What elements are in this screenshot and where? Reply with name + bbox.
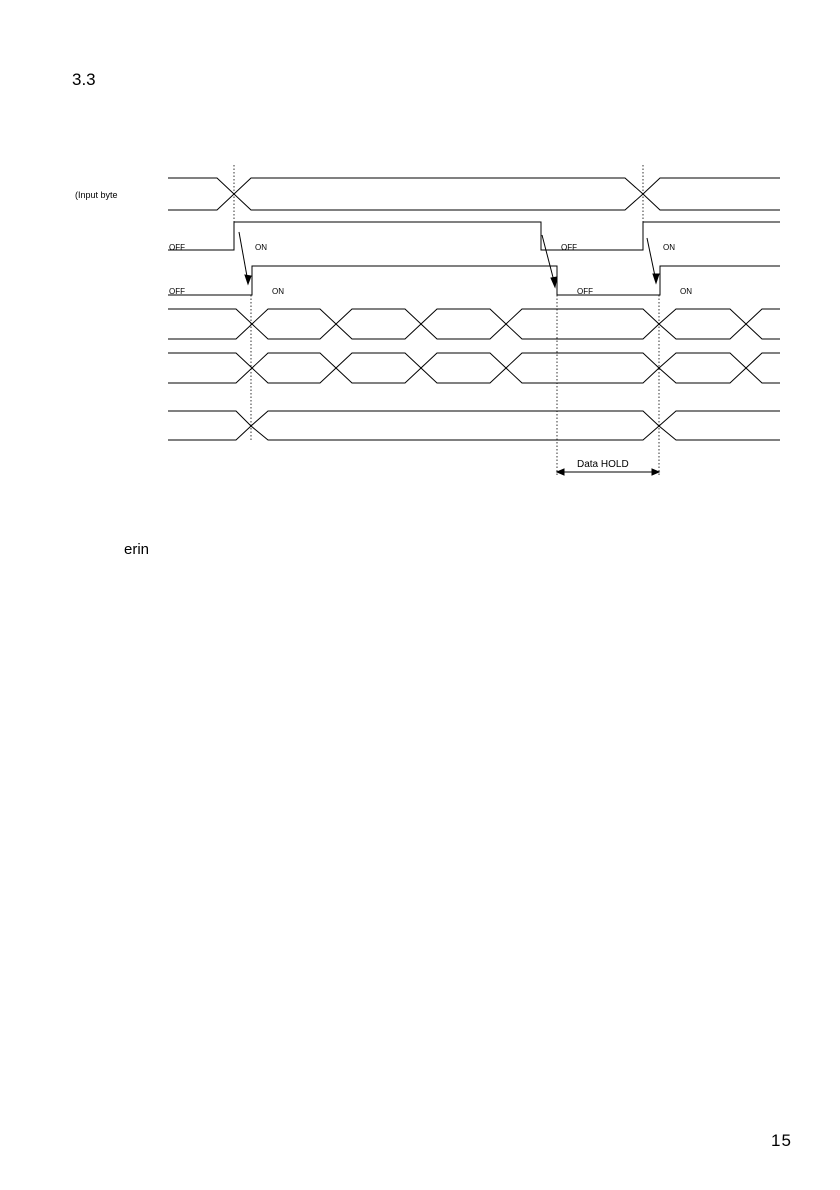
input-byte-bus xyxy=(168,178,780,210)
body-text-fragment: erin xyxy=(124,541,150,558)
ack-label-on-1: ON xyxy=(272,287,284,296)
strobe-label-on-1: ON xyxy=(255,243,267,252)
ack-label-on-2: ON xyxy=(680,287,692,296)
strobe-label-off-2: OFF xyxy=(561,243,577,252)
ack-label-off-2: OFF xyxy=(577,287,593,296)
section-number: 3.3 xyxy=(72,70,96,89)
ack-label-off-1: OFF xyxy=(169,287,185,296)
page-number: 15 xyxy=(771,1131,792,1150)
data-bus-2 xyxy=(168,353,780,383)
strobe-label-on-2: ON xyxy=(663,243,675,252)
causal-arrows xyxy=(239,232,659,287)
guide-lines xyxy=(234,165,659,475)
data-hold-label: Data HOLD xyxy=(577,459,629,470)
data-bus-1 xyxy=(168,309,780,339)
data-bus-3 xyxy=(168,411,780,440)
input-byte-label: (Input byte xyxy=(75,190,118,200)
strobe-label-off-1: OFF xyxy=(169,243,185,252)
